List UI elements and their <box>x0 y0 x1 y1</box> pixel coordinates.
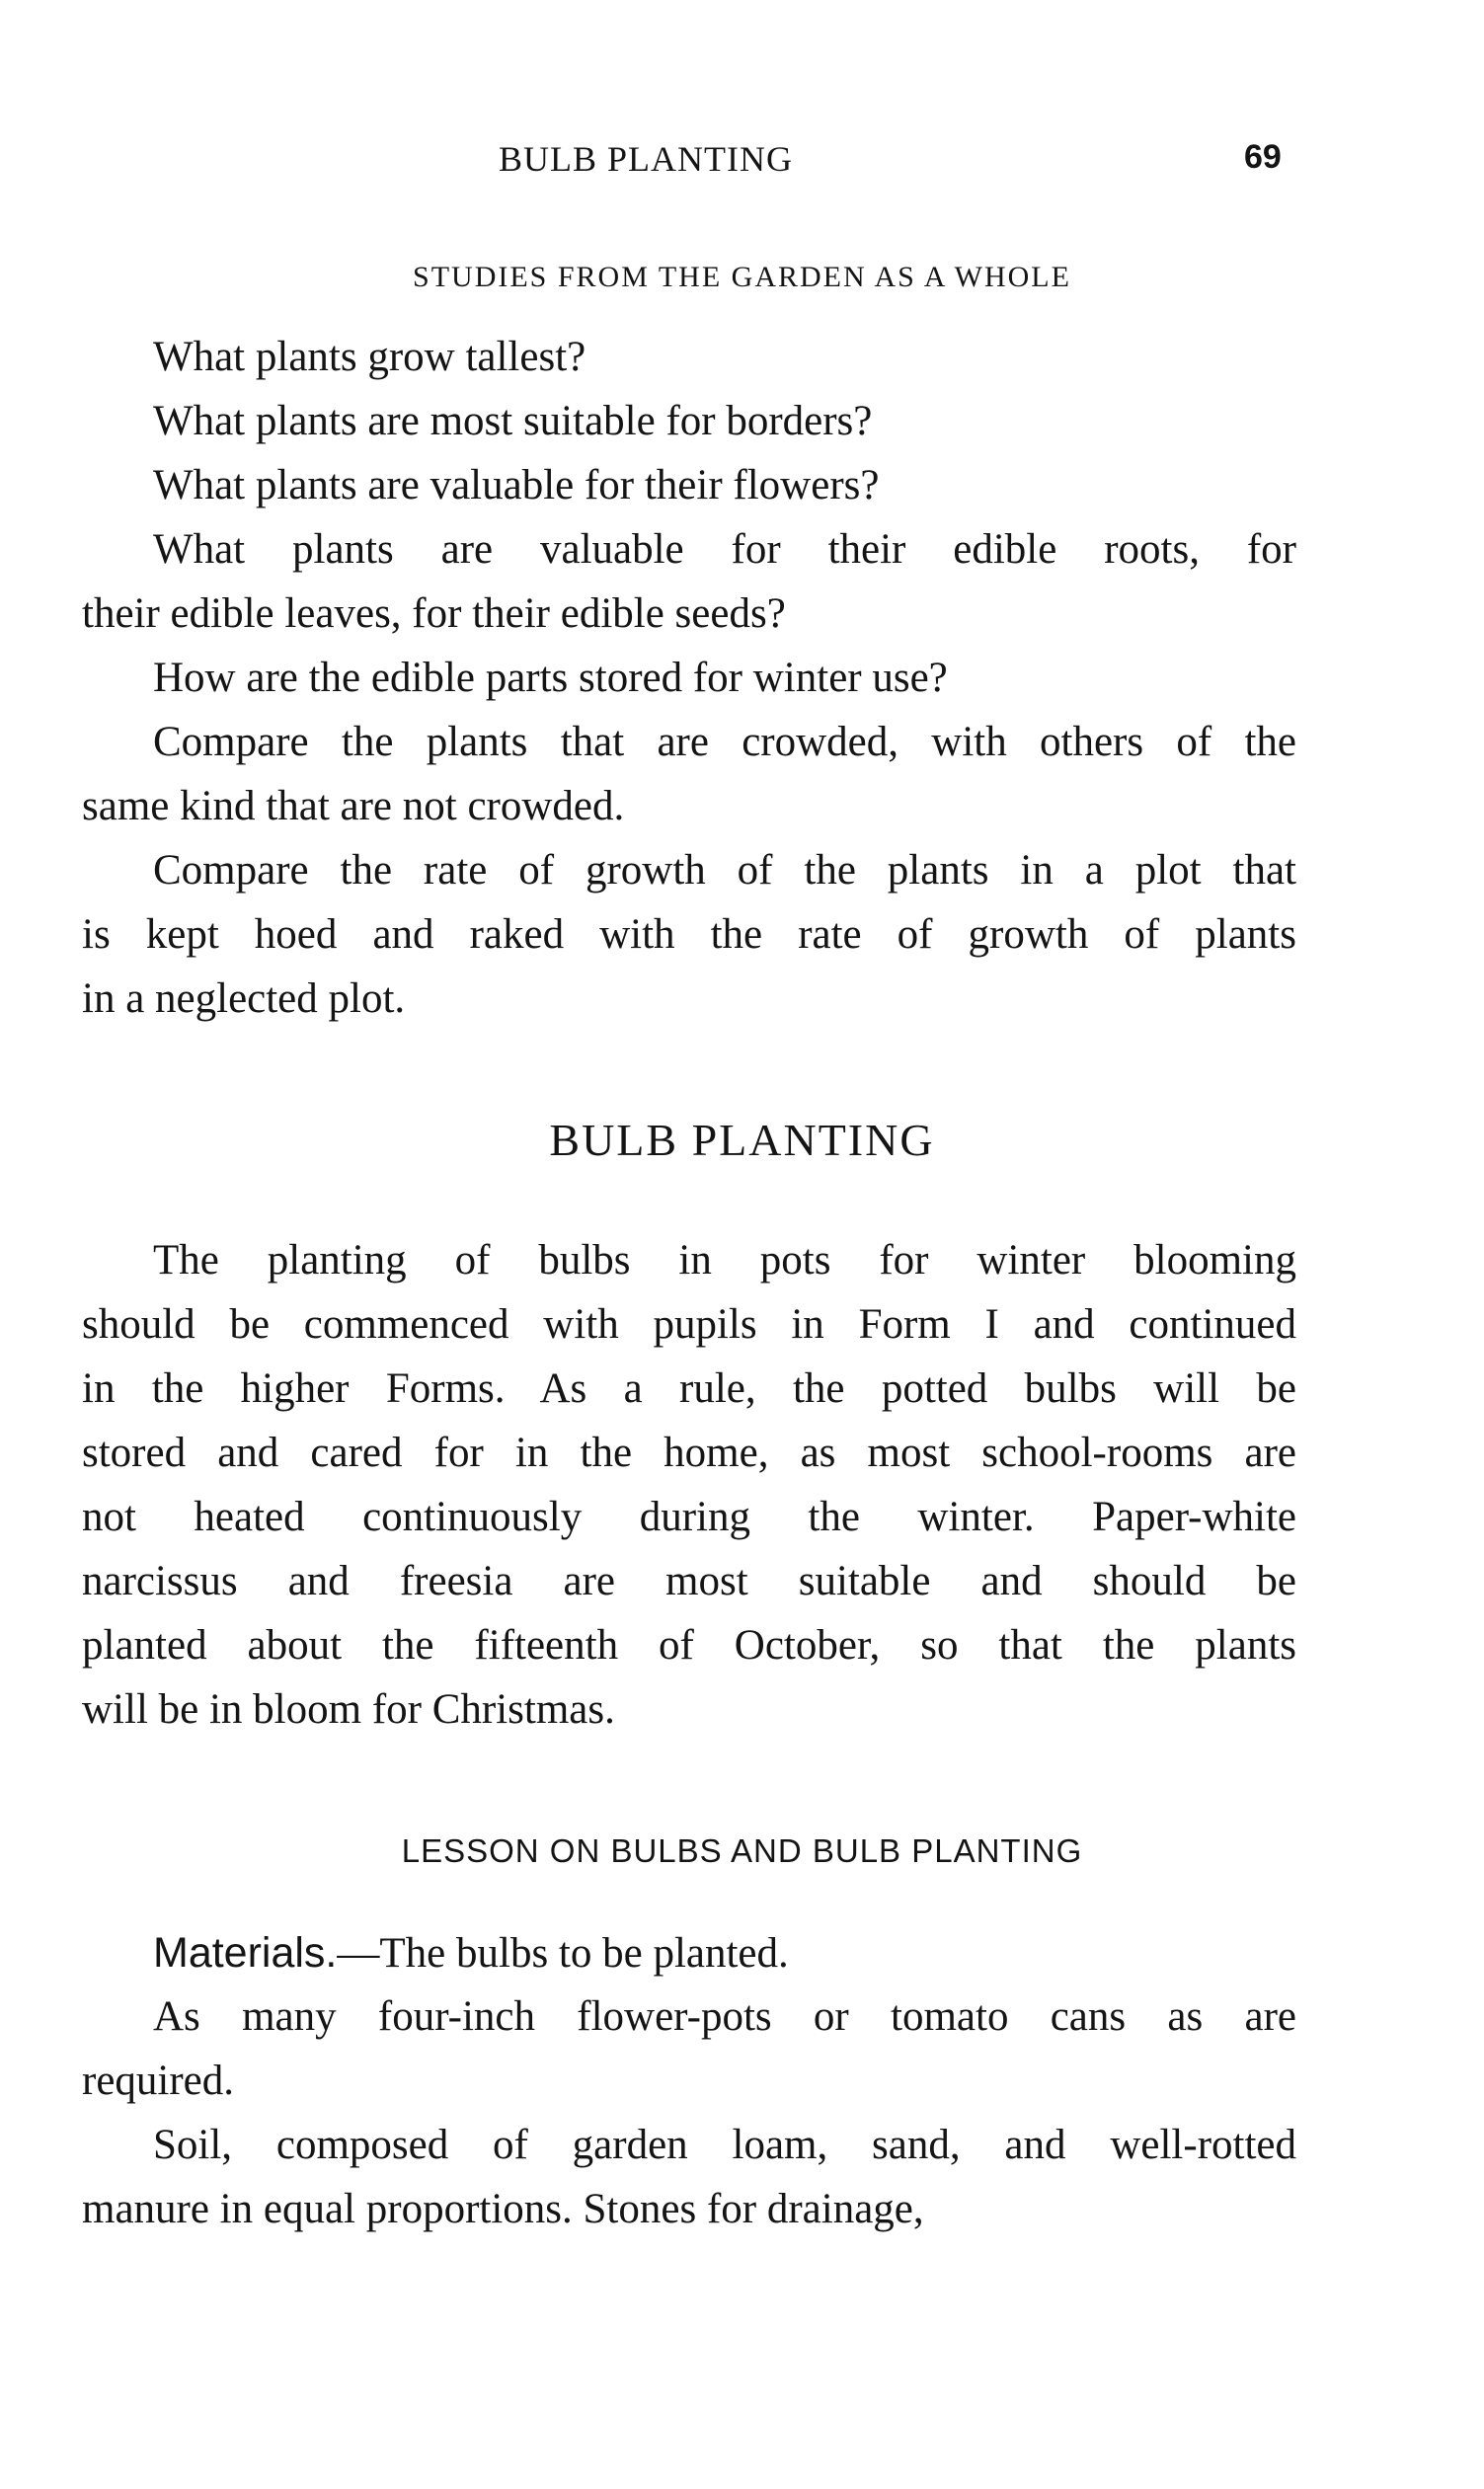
text-line: should be commenced with pupils in Form I and continued <box>82 1301 1296 1348</box>
text-line: in a neglected plot. <box>82 975 406 1022</box>
text-line: The planting of bulbs in pots for winter blooming <box>153 1237 1296 1283</box>
text-line: Compare the rate of growth of the plants in a plot that <box>153 847 1296 894</box>
text-line: What plants are valuable for their flowers? <box>153 462 880 508</box>
text-line: narcissus and freesia are most suitable and should be <box>82 1558 1296 1604</box>
text-line: is kept hoed and raked with the rate of growth of plants <box>82 911 1296 958</box>
text-line: required. <box>82 2058 235 2104</box>
text-line: their edible leaves, for their edible seeds? <box>82 590 786 637</box>
text-line: planted about the fifteenth of October, so that the plants <box>82 1622 1296 1669</box>
text-line: stored and cared for in the home, as most school-rooms are <box>82 1430 1296 1476</box>
section-heading-studies: STUDIES FROM THE GARDEN AS A WHOLE <box>413 261 1071 293</box>
text-line: How are the edible parts stored for winter use? <box>153 655 948 701</box>
text-line: same kind that are not crowded. <box>82 783 625 829</box>
text-line: What plants are most suitable for borders? <box>153 398 873 444</box>
text-line: Compare the plants that are crowded, with others of the <box>153 719 1296 765</box>
text-line: will be in bloom for Christmas. <box>82 1686 615 1733</box>
running-head-title: BULB PLANTING <box>499 139 793 179</box>
text-line: What plants grow tallest? <box>153 334 586 380</box>
materials-line <box>153 1923 1296 1983</box>
page-number: 69 <box>1244 138 1282 176</box>
text-line: not heated continuously during the winter. Paper-white <box>82 1494 1296 1540</box>
text-line: in the higher Forms. As a rule, the potted bulbs will be <box>82 1365 1296 1412</box>
text-line: As many four-inch flower-pots or tomato cans as are <box>153 1993 1296 2040</box>
text-line: What plants are valuable for their edible roots, for <box>153 526 1296 573</box>
section-heading-bulb-planting: BULB PLANTING <box>549 1115 935 1165</box>
text-line: Soil, composed of garden loam, sand, and well-rotted <box>153 2122 1296 2168</box>
section-heading-lesson: LESSON ON BULBS AND BULB PLANTING <box>401 1832 1083 1869</box>
materials-label: Materials. <box>153 1929 338 1977</box>
materials-text: —The bulbs to be planted. <box>337 1930 789 1977</box>
text-line: manure in equal proportions. Stones for drainage, <box>82 2186 924 2232</box>
